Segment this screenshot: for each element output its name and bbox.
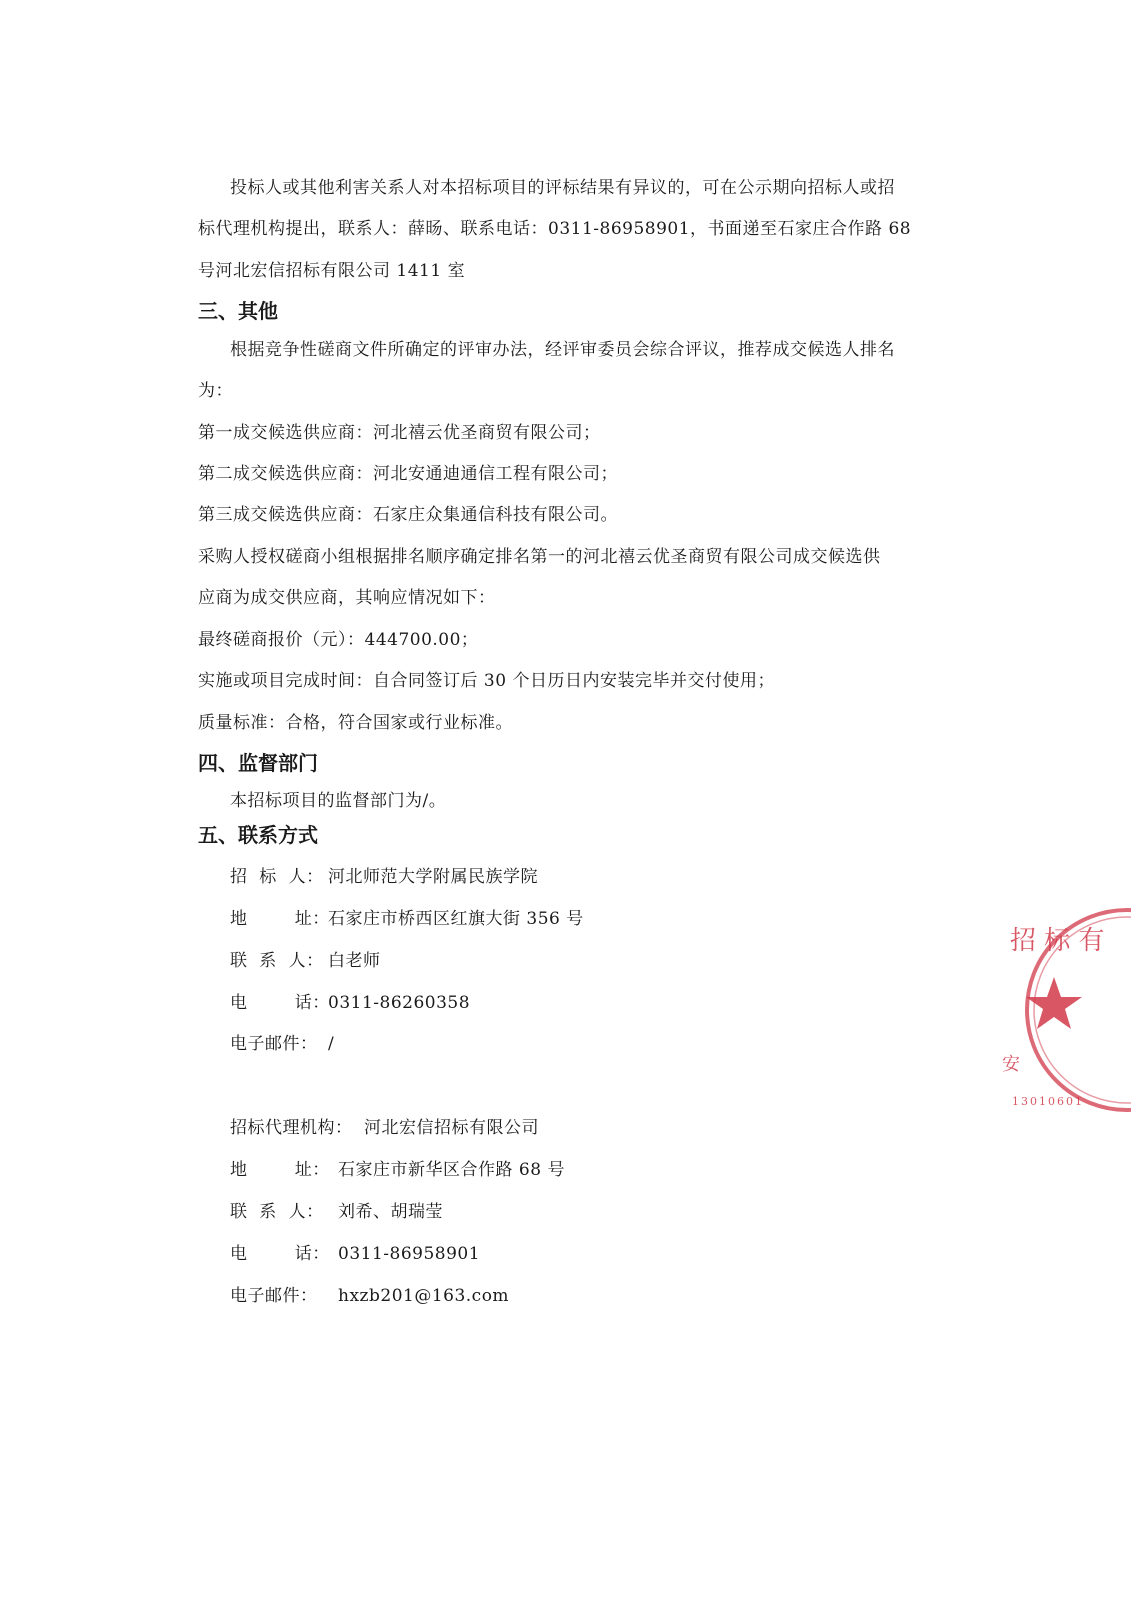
agency-phone-label: 电 话： bbox=[230, 1244, 330, 1264]
section-3-intro-line-2: 为： bbox=[198, 381, 233, 401]
tenderer-contact: 白老师 bbox=[328, 951, 381, 971]
objection-line-3: 号河北宏信招标有限公司 1411 室 bbox=[198, 261, 466, 281]
tenderer-email-row bbox=[230, 1032, 334, 1056]
tenderer-email: / bbox=[328, 1034, 335, 1054]
tenderer-phone-label: 电 话： bbox=[230, 993, 330, 1013]
section-5-heading: 五、联系方式 bbox=[198, 823, 318, 847]
tenderer-address: 石家庄市桥西区红旗大街 356 号 bbox=[328, 909, 584, 929]
final-price: 最终磋商报价（元）：444700.00； bbox=[198, 630, 479, 650]
seal-graphic bbox=[1002, 905, 1131, 1155]
agency-email-label: 电子邮件： bbox=[230, 1286, 318, 1306]
candidate-2: 第二成交候选供应商：河北安通迪通信工程有限公司； bbox=[198, 464, 618, 484]
tenderer-address-label: 地 址： bbox=[230, 909, 330, 929]
agency-phone: 0311-86958901 bbox=[338, 1244, 481, 1264]
award-line-1: 采购人授权磋商小组根据排名顺序确定排名第一的河北禧云优圣商贸有限公司成交候选供 bbox=[198, 547, 881, 567]
agency-name: 河北宏信招标有限公司 bbox=[364, 1118, 539, 1138]
seal-text-top: 招 标 有 bbox=[1010, 926, 1105, 956]
tenderer-phone: 0311-86260358 bbox=[328, 993, 471, 1013]
agency-contact: 刘希、胡瑞莹 bbox=[338, 1202, 443, 1222]
agency-address: 石家庄市新华区合作路 68 号 bbox=[338, 1160, 565, 1180]
tenderer-email-label: 电子邮件： bbox=[230, 1034, 318, 1054]
objection-line-2: 标代理机构提出，联系人：薛旸、联系电话：0311-86958901，书面递至石家庄合作路 68 bbox=[198, 219, 912, 239]
section-4-heading: 四、监督部门 bbox=[198, 751, 318, 775]
agency-address-row bbox=[230, 1158, 565, 1182]
award-line-2: 应商为成交供应商，其响应情况如下： bbox=[198, 588, 496, 608]
tenderer-contact-row bbox=[230, 949, 381, 973]
tenderer-phone-row bbox=[230, 991, 470, 1015]
seal-text-side: 安 bbox=[1002, 1054, 1020, 1075]
seal-text-bottom: 13010601 bbox=[1012, 1095, 1084, 1108]
tenderer-address-row bbox=[230, 907, 584, 931]
agency-phone-row bbox=[230, 1242, 480, 1266]
completion-schedule: 实施或项目完成时间：自合同签订后 30 个日历日内安装完毕并交付使用； bbox=[198, 671, 775, 691]
tenderer-contact-label: 联 系 人： bbox=[230, 951, 324, 971]
candidate-1: 第一成交候选供应商：河北禧云优圣商贸有限公司； bbox=[198, 423, 601, 443]
candidate-3: 第三成交候选供应商：石家庄众集通信科技有限公司。 bbox=[198, 505, 618, 525]
objection-line-1: 投标人或其他利害关系人对本招标项目的评标结果有异议的，可在公示期向招标人或招 bbox=[230, 178, 895, 198]
agency-name-row bbox=[230, 1116, 539, 1140]
agency-address-label: 地 址： bbox=[230, 1160, 330, 1180]
agency-name-label: 招标代理机构： bbox=[230, 1118, 353, 1138]
agency-contact-label: 联 系 人： bbox=[230, 1202, 324, 1222]
agency-email: hxzb201@163.com bbox=[338, 1286, 510, 1306]
agency-contact-row bbox=[230, 1200, 443, 1224]
section-3-heading: 三、其他 bbox=[198, 299, 278, 323]
tenderer-name: 河北师范大学附属民族学院 bbox=[328, 867, 538, 887]
company-seal bbox=[1002, 905, 1131, 1155]
tenderer-name-row bbox=[230, 865, 538, 889]
quality-standard: 质量标准：合格，符合国家或行业标准。 bbox=[198, 713, 513, 733]
supervision-text: 本招标项目的监督部门为/。 bbox=[230, 791, 447, 811]
section-3-intro-line-1: 根据竞争性磋商文件所确定的评审办法，经评审委员会综合评议，推荐成交候选人排名 bbox=[230, 340, 895, 360]
tenderer-name-label: 招 标 人： bbox=[230, 867, 324, 887]
agency-email-row bbox=[230, 1284, 509, 1308]
